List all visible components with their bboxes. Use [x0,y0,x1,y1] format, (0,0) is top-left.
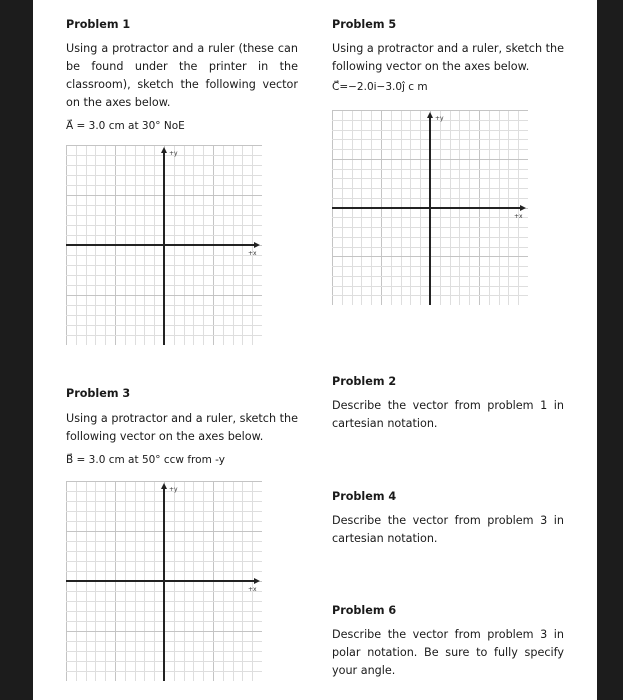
problem-1-title: Problem 1 [66,18,131,31]
x-axis-label: +x [514,213,523,220]
x-axis-arrow [254,578,260,584]
y-axis-arrow [427,112,433,118]
y-axis-label: +y [169,150,178,157]
x-axis-arrow [520,205,526,211]
problem-3-text: Using a protractor and a ruler, sketch the following vector on the axes below. [66,412,298,443]
problem-1 [66,16,298,135]
problem-6-title: Problem 6 [332,604,397,617]
problem-2-text: Describe the vector from problem 1 in cartesian notation. [332,399,564,430]
axes-3-svg [66,481,262,681]
problem-6 [332,602,564,680]
problem-5-vector: C⃗=−2.0i−3.0ĵ c m [332,81,428,93]
problem-4 [332,488,564,548]
y-axis-arrow [161,147,167,153]
axes-5-svg [332,110,528,305]
problem-2 [332,373,564,433]
y-axis-arrow [161,483,167,489]
problem-1-vector: A⃗ = 3.0 cm at 30° NoE [66,120,185,132]
x-axis-arrow [254,242,260,248]
problem-4-text: Describe the vector from problem 3 in cartesian notation. [332,514,564,545]
problem-1-text: Using a protractor and a ruler (these can be found under the printer in the classroom), sketch the following vector on the axes below. [66,42,298,109]
problem-3 [66,385,298,469]
problem-2-title: Problem 2 [332,375,397,388]
problem-3-title: Problem 3 [66,387,131,400]
problem-4-title: Problem 4 [332,490,397,503]
problem-5-text: Using a protractor and a ruler, sketch the following vector on the axes below. [332,42,564,73]
x-axis-label: +x [248,586,257,593]
worksheet-page [33,0,597,700]
problem-1-axes-grid [66,145,262,345]
y-axis-label: +y [435,115,444,122]
problem-3-vector: B⃗ = 3.0 cm at 50° ccw from -y [66,454,225,466]
problem-5 [332,16,564,96]
problem-6-text: Describe the vector from problem 3 in polar notation. Be sure to fully specify your angle. [332,628,564,677]
problem-5-axes-grid [332,110,528,305]
axes-1-svg [66,145,262,345]
y-axis-label: +y [169,486,178,493]
problem-5-title: Problem 5 [332,18,397,31]
problem-3-axes-grid [66,481,262,681]
x-axis-label: +x [248,250,257,257]
